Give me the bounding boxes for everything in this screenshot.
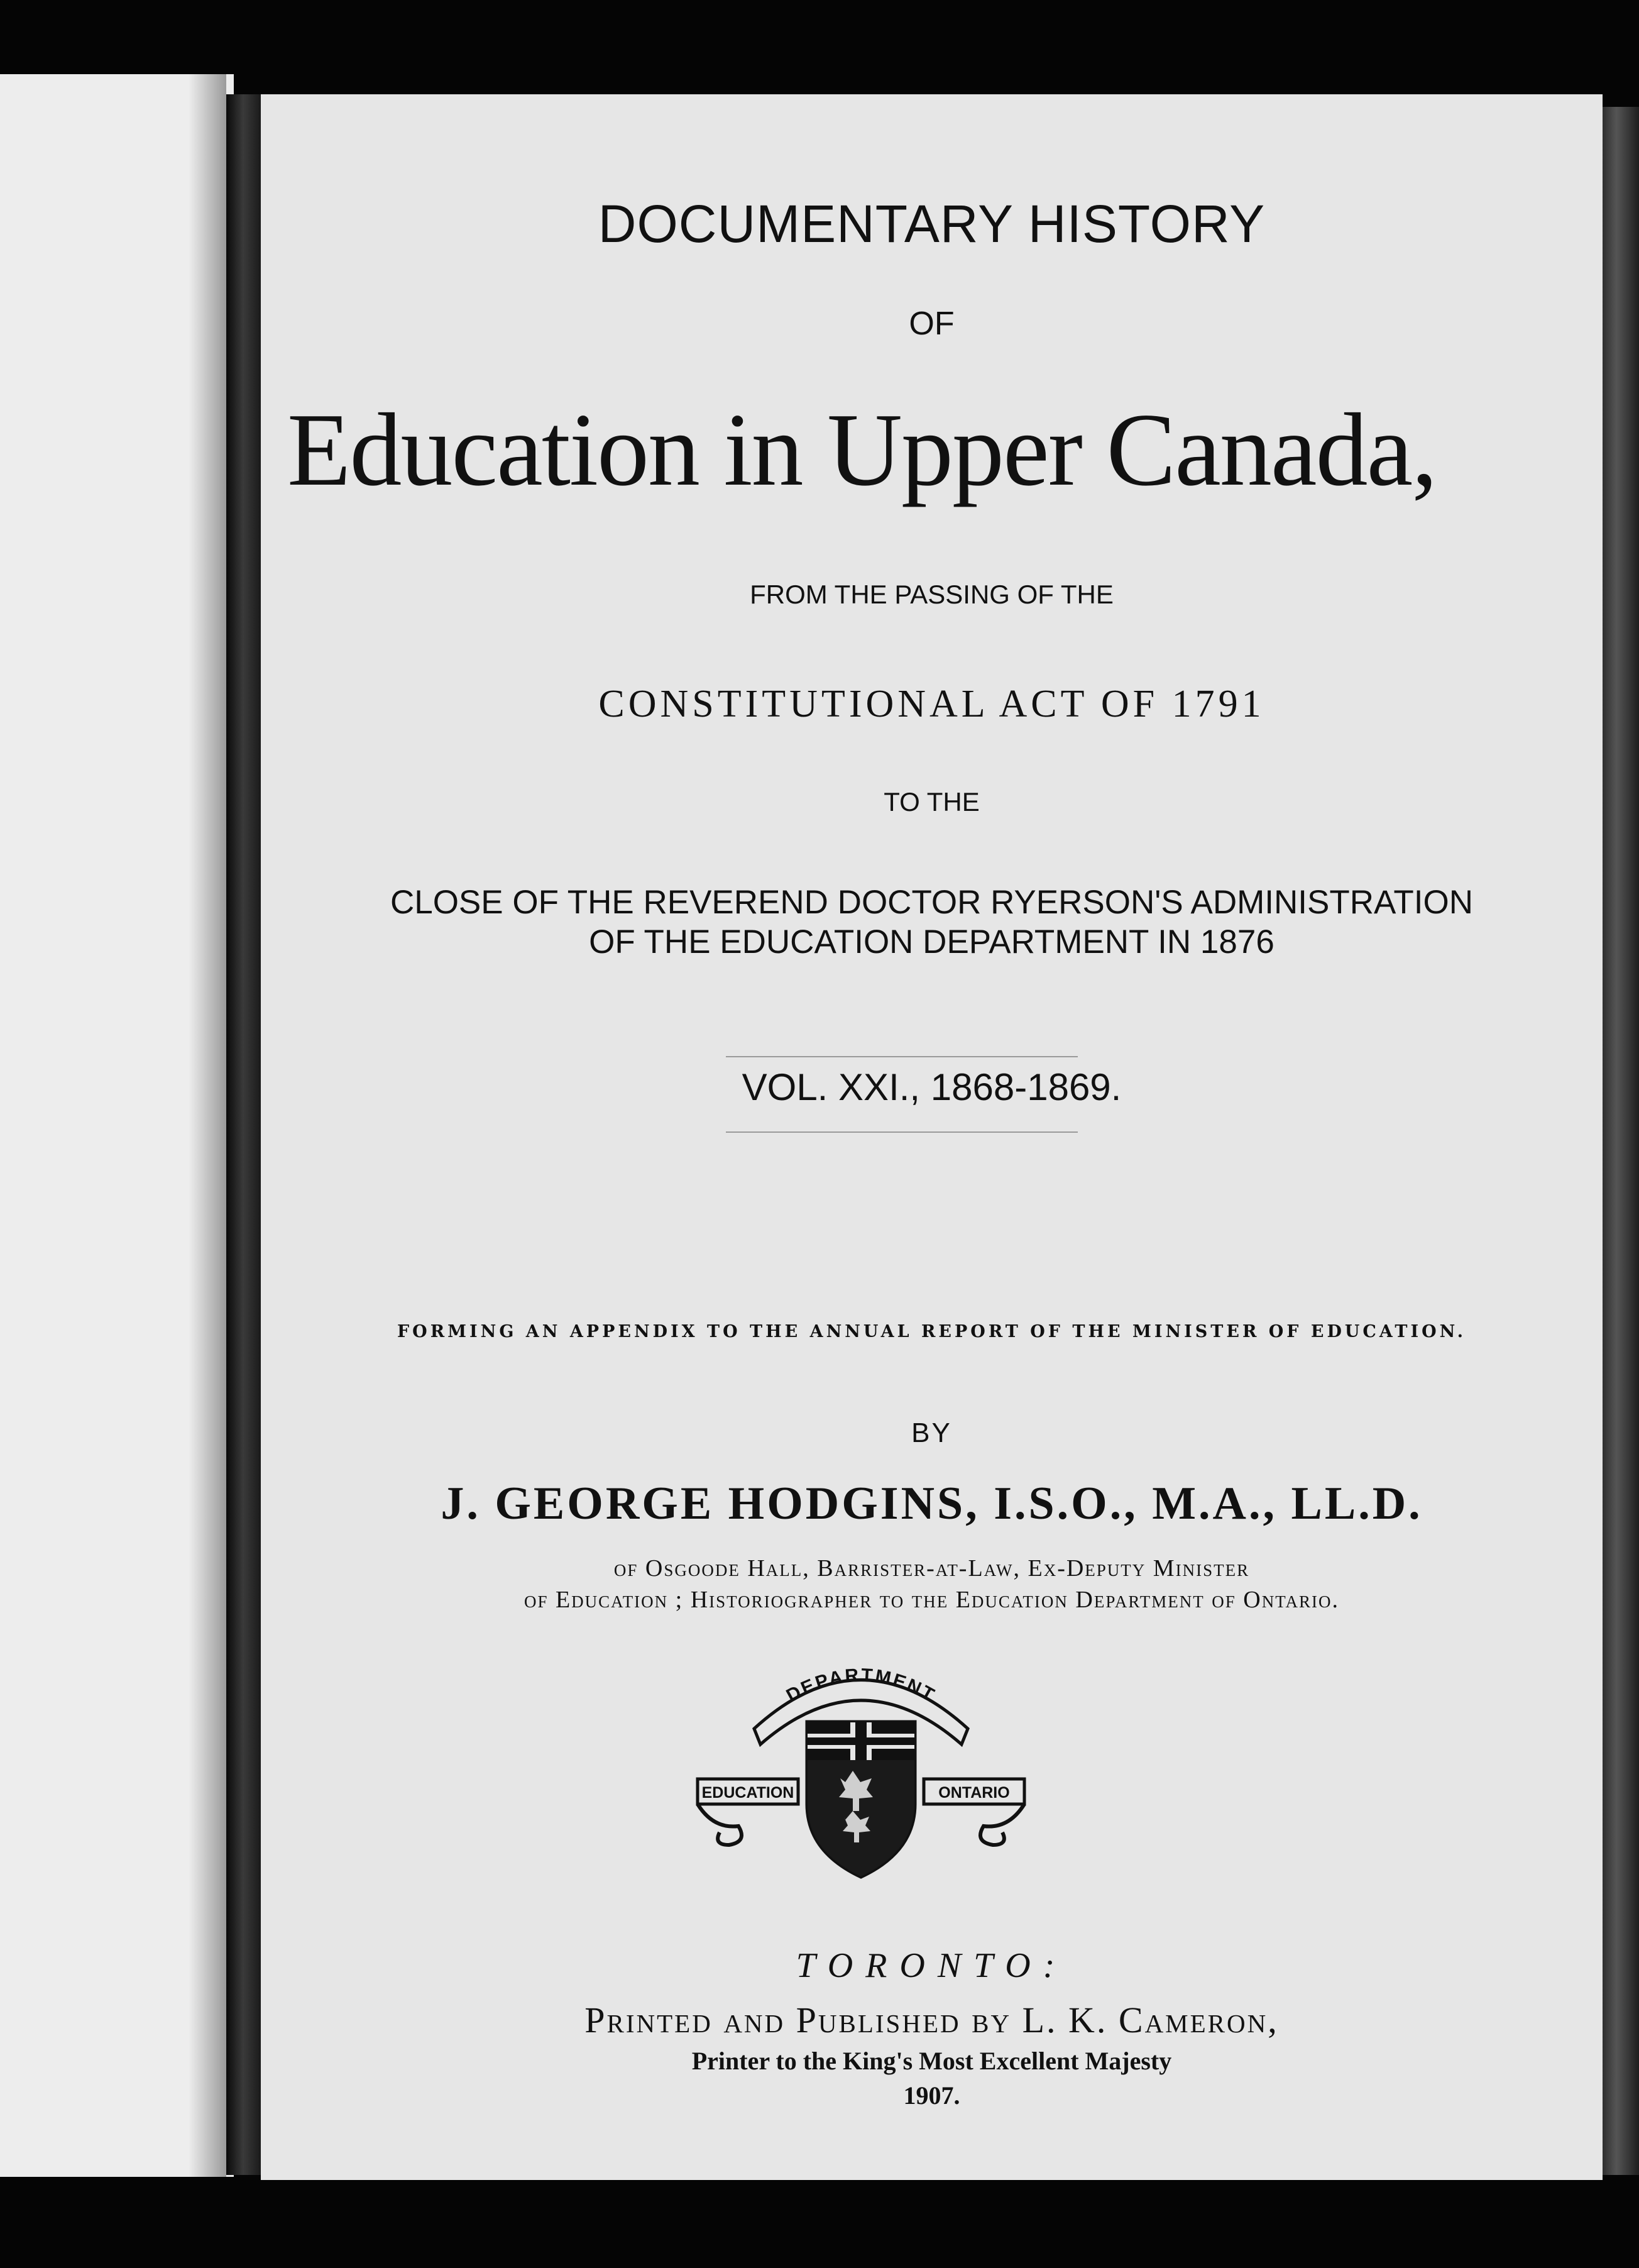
rule-above-volume (726, 1056, 1078, 1057)
imprint-place: TORONTO: (796, 1946, 1068, 1985)
imprint-publisher: Printed and Published by L. K. Cameron, (584, 2000, 1279, 2040)
appendix-note: FORMING AN APPENDIX TO THE ANNUAL REPORT OF THE MINISTER OF EDUCATION. (397, 1322, 1466, 1341)
imprint-year: 1907. (903, 2081, 960, 2110)
author-description-1: of Osgoode Hall, Barrister-at-Law, Ex-Deputy Minister (613, 1555, 1250, 1582)
author-name: J. GEORGE HODGINS, I.S.O., M.A., LL.D. (441, 1478, 1423, 1529)
emblem-top-text: DEPARTMENT (782, 1665, 940, 1707)
act-line: CONSTITUTIONAL ACT OF 1791 (598, 683, 1265, 725)
to-the-line: TO THE (884, 787, 980, 817)
main-title: Education in Upper Canada, (287, 392, 1437, 507)
right-page-edge (1601, 107, 1639, 2175)
department-emblem (694, 1628, 1028, 1886)
title-line-1: DOCUMENTARY HISTORY (598, 194, 1266, 253)
rule-below-volume (726, 1131, 1078, 1133)
volume-line: VOL. XXI., 1868-1869. (742, 1066, 1122, 1108)
close-line-2: OF THE EDUCATION DEPARTMENT IN 1876 (589, 923, 1274, 961)
imprint-printer-description: Printer to the King's Most Excellent Majesty (691, 2047, 1172, 2075)
from-line: FROM THE PASSING OF THE (750, 580, 1114, 609)
emblem-right-text: ONTARIO (938, 1784, 1010, 1802)
author-description-2: of Education ; Historiographer to the Education Department of Ontario. (523, 1587, 1340, 1613)
left-page-shadow (189, 74, 226, 2177)
title-line-2: OF (909, 306, 955, 342)
close-line-1: CLOSE OF THE REVEREND DOCTOR RYERSON'S ADMINISTRATION (390, 884, 1474, 921)
book-gutter (226, 94, 264, 2175)
by-line: BY (911, 1418, 952, 1448)
title-page (261, 94, 1603, 2180)
emblem-left-text: EDUCATION (701, 1784, 794, 1802)
